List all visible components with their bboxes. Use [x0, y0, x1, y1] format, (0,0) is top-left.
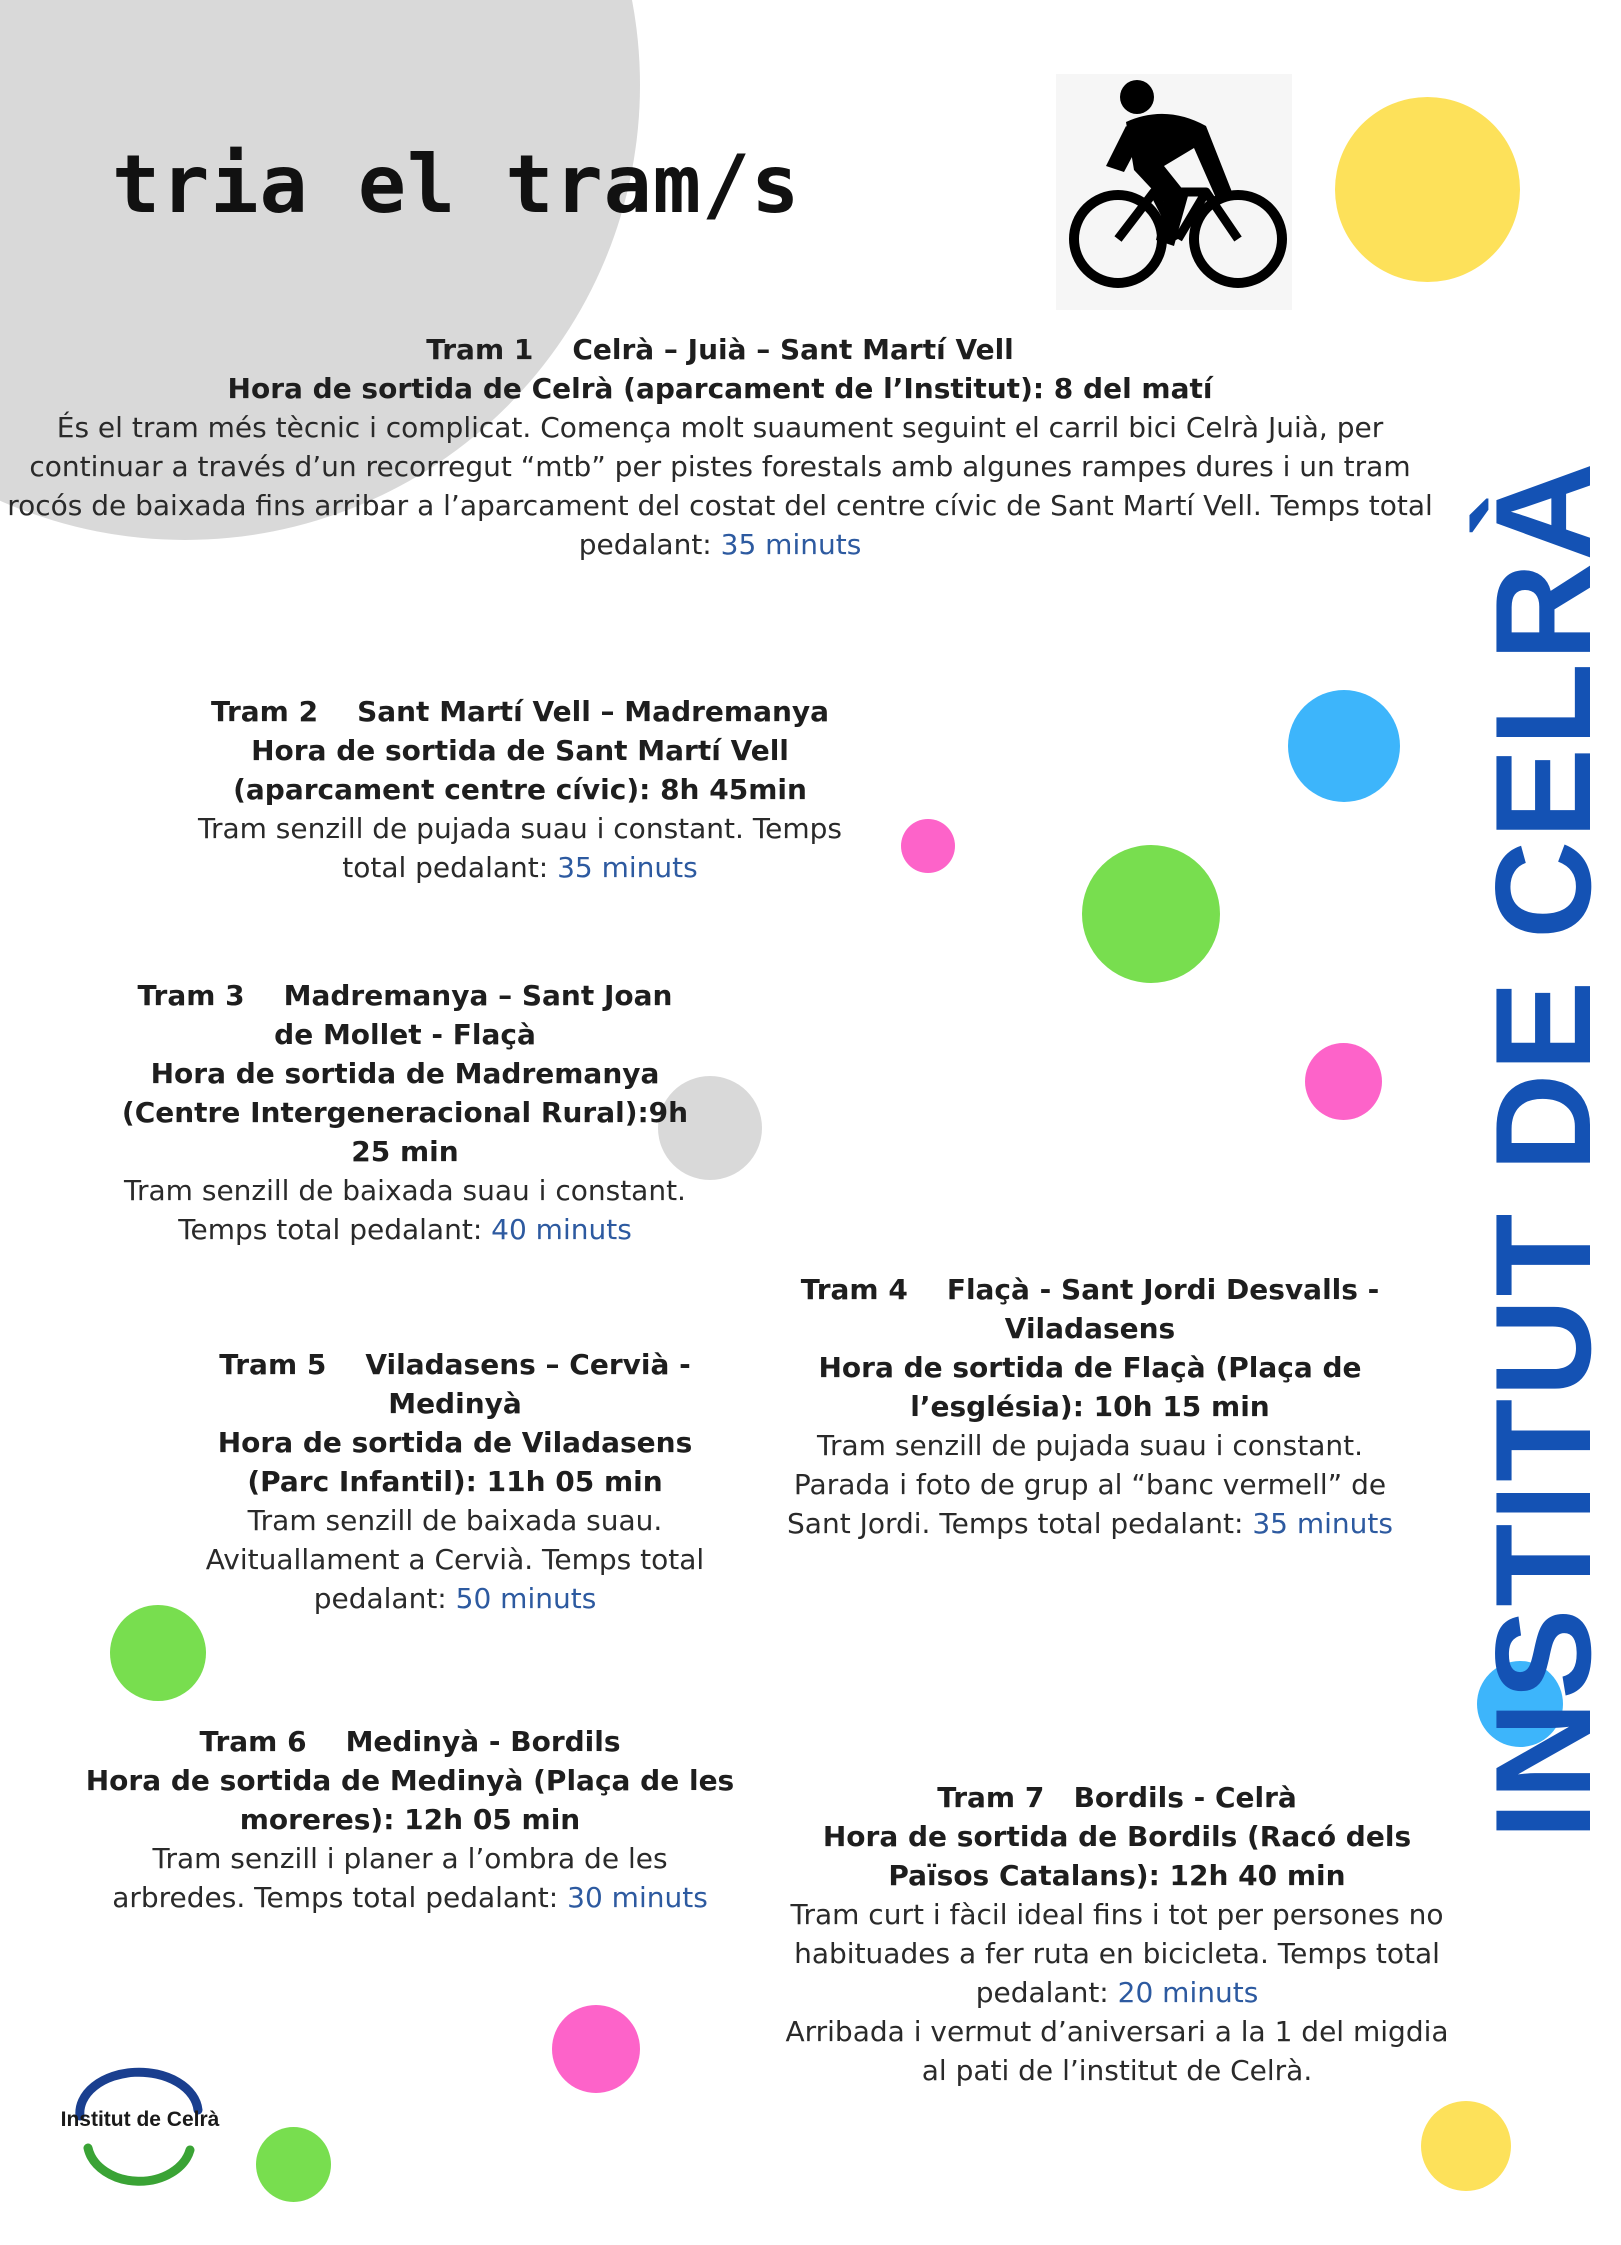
tram-3-description: Tram senzill de baixada suau i constant. Temps total pedalant: — [124, 1174, 686, 1246]
tram-6-time: 30 minuts — [567, 1881, 708, 1914]
tram-2-block — [175, 692, 865, 887]
tram-4-heading: Tram 4 Flaçà - Sant Jordi Desvalls - Viladasens — [800, 1273, 1390, 1345]
tram-1-departure: Hora de sortida de Celrà (aparcament de l’Institut): 8 del matí — [227, 372, 1213, 405]
yellow-circle-top — [1335, 97, 1520, 282]
tram-4-block — [765, 1270, 1415, 1543]
tram-6-description: Tram senzill i planer a l’ombra de les arbredes. Temps total pedalant: — [112, 1842, 668, 1914]
tram-7-departure: Hora de sortida de Bordils (Racó dels Països Catalans): 12h 40 min — [822, 1820, 1412, 1892]
tram-7-heading: Tram 7 Bordils - Celrà — [937, 1781, 1297, 1814]
tram-6-departure: Hora de sortida de Medinyà (Plaça de les moreres): 12h 05 min — [85, 1764, 735, 1836]
cyclist-icon — [1056, 74, 1292, 310]
tram-2-description: Tram senzill de pujada suau i constant. Temps total pedalant: — [197, 812, 843, 884]
yellow-circle-bottom — [1421, 2101, 1511, 2191]
tram-5-time: 50 minuts — [455, 1582, 597, 1615]
tram-3-departure: Hora de sortida de Madremanya (Centre Intergeneracional Rural):9h 25 min — [121, 1057, 689, 1168]
school-logo-text: Institut de Celrà — [60, 2108, 220, 2131]
tram-6-heading: Tram 6 Medinyà - Bordils — [199, 1725, 621, 1758]
tram-5-description: Tram senzill de baixada suau. Avituallament a Cervià. Temps total pedalant: — [205, 1504, 705, 1615]
tram-1-heading: Tram 1 Celrà – Juià – Sant Martí Vell — [426, 333, 1014, 366]
tram-2-heading: Tram 2 Sant Martí Vell – Madremanya — [210, 695, 830, 728]
tram-3-block — [115, 976, 695, 1249]
tram-6-block — [85, 1722, 735, 1917]
green-circle-left — [110, 1605, 206, 1701]
green-circle-bottom — [256, 2127, 331, 2202]
pink-circle-1 — [901, 819, 955, 873]
tram-3-heading: Tram 3 Madremanya – Sant Joan de Mollet - Flaçà — [137, 979, 683, 1051]
tram-7-block — [782, 1778, 1452, 2090]
tram-4-description: Tram senzill de pujada suau i constant. Parada i foto de grup al “banc vermell” de Sant Jordi. Temps total pedalant: — [787, 1429, 1387, 1540]
page-title: tria el tram/s — [112, 138, 801, 231]
tram-1-time: 35 minuts — [720, 528, 862, 561]
pink-circle-bottom — [552, 2005, 640, 2093]
tram-2-departure: Hora de sortida de Sant Martí Vell (aparcament centre cívic): 8h 45min — [233, 734, 807, 806]
tram-5-departure: Hora de sortida de Viladasens (Parc Infantil): 11h 05 min — [217, 1426, 693, 1498]
school-logo — [40, 2068, 240, 2198]
tram-4-departure: Hora de sortida de Flaçà (Plaça de l’església): 10h 15 min — [818, 1351, 1362, 1423]
tram-7-description: Tram curt i fàcil ideal fins i tot per persones no habituades a fer ruta en bicicleta. Temps total pedalant: — [790, 1898, 1444, 2009]
vertical-school-name: INSTITUT DE CELRÀ — [1467, 460, 1619, 1840]
tram-7-extra: Arribada i vermut d’aniversari a la 1 del migdia al pati de l’institut de Celrà. — [785, 2015, 1449, 2087]
blue-circle-upper — [1288, 690, 1400, 802]
tram-5-heading: Tram 5 Viladasens – Cervià - Medinyà — [219, 1348, 701, 1420]
tram-4-time: 35 minuts — [1252, 1507, 1393, 1540]
tram-3-time: 40 minuts — [491, 1213, 632, 1246]
tram-5-block — [190, 1345, 720, 1618]
green-circle-mid — [1082, 845, 1220, 983]
tram-7-time: 20 minuts — [1117, 1976, 1259, 2009]
tram-2-time: 35 minuts — [557, 851, 698, 884]
pink-circle-2 — [1305, 1043, 1382, 1120]
tram-1-block — [0, 330, 1440, 564]
tram-1-description: És el tram més tècnic i complicat. Comença molt suaument seguint el carril bici Celrà Juià, per continuar a través d’un recorregut “mtb” per pistes forestals amb algunes rampes dures i un tram rocós de baixada fins arribar a l’aparcament del costat del centre cívic de Sant Martí Vell. Temps total pedalant: — [7, 411, 1433, 561]
